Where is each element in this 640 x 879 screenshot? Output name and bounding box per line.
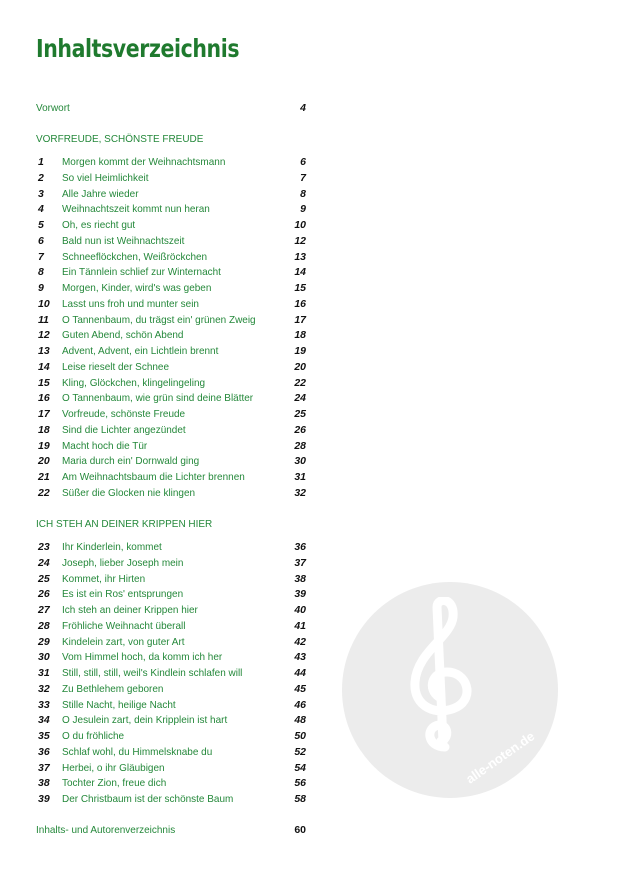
toc-entry: [36, 234, 306, 250]
entry-title: Advent, Advent, ein Lichtlein brennt: [62, 345, 219, 357]
toc-entry: [36, 682, 306, 698]
entry-title: Schneeflöckchen, Weißröckchen: [62, 250, 208, 263]
entry-page: 12: [294, 234, 306, 247]
entry-page: 10: [294, 219, 306, 231]
entry-number: 10: [38, 297, 50, 310]
entry-number: 23: [38, 541, 50, 553]
entry-title: Macht hoch die Tür: [62, 439, 148, 452]
entry-title: Vorfreude, schönste Freude: [62, 408, 186, 420]
toc-entry: [36, 776, 306, 792]
entry-title: Bald nun ist Weihnachtszeit: [62, 234, 185, 247]
entry-title: Morgen kommt der Weihnachtsmann: [62, 156, 226, 168]
entry-title: Kindelein zart, von guter Art: [62, 635, 185, 648]
section-heading: ICH STEH AN DEINER KRIPPEN HIER: [36, 518, 213, 530]
page-title: Inhaltsverzeichnis: [36, 34, 240, 63]
section-list: [36, 155, 306, 502]
entry-number: 12: [38, 329, 50, 342]
entry-title: O Tannenbaum, du trägst ein' grünen Zweig: [62, 313, 256, 326]
entry-title: Es ist ein Ros' entsprungen: [62, 588, 184, 601]
entry-title: Herbei, o ihr Gläubigen: [62, 761, 165, 774]
entry-number: 25: [38, 572, 50, 585]
entry-page: 16: [294, 297, 306, 310]
entry-title: Guten Abend, schön Abend: [62, 329, 184, 342]
entry-title: Sind die Lichter angezündet: [62, 423, 186, 436]
entry-title: Schlaf wohl, du Himmelsknabe du: [62, 745, 213, 758]
entry-title: Alle Jahre wieder: [62, 187, 139, 200]
entry-page: 18: [294, 329, 306, 342]
entry-page: 36: [294, 541, 306, 553]
entry-title: Der Christbaum ist der schönste Baum: [62, 793, 234, 805]
entry-number: 6: [38, 234, 44, 247]
entry-title: Maria durch ein' Dornwald ging: [62, 455, 200, 468]
entry-number: 29: [38, 635, 50, 648]
entry-number: 3: [38, 187, 44, 200]
entry-number: 2: [38, 171, 44, 184]
toc-entry: [36, 635, 306, 651]
entry-title: O Tannenbaum, wie grün sind deine Blätter: [62, 392, 254, 405]
entry-title: Ich steh an deiner Krippen hier: [62, 604, 198, 616]
toc-entry: [36, 745, 306, 761]
entry-title: Morgen, Kinder, wird's was geben: [62, 282, 212, 294]
toc-entry: [36, 328, 306, 344]
entry-title: O du fröhliche: [62, 730, 125, 742]
treble-clef-icon: [397, 597, 487, 757]
toc-entry: [36, 556, 306, 572]
toc-entry: [36, 729, 306, 745]
entry-number: 18: [38, 423, 50, 436]
entry-title: Süßer die Glocken nie klingen: [62, 486, 196, 499]
entry-page: 8: [300, 187, 306, 200]
toc-entry: [36, 218, 306, 234]
entry-number: 9: [38, 282, 44, 294]
toc-entry: [36, 650, 306, 666]
entry-number: 31: [38, 667, 50, 679]
entry-page: 22: [294, 376, 306, 389]
entry-page: 45: [294, 682, 306, 695]
toc-entry: [36, 713, 306, 729]
entry-number: 28: [38, 619, 50, 632]
toc-entry: [36, 187, 306, 203]
entry-number: 34: [38, 714, 50, 727]
watermark-text: alle-noten.de: [462, 728, 538, 787]
entry-page: 9: [300, 203, 306, 216]
entry-page: 44: [294, 667, 306, 679]
entry-number: 8: [38, 266, 44, 279]
entry-number: 7: [38, 250, 44, 263]
section-list: [36, 540, 306, 808]
entry-number: 22: [38, 486, 50, 499]
index-entry: [36, 822, 306, 838]
entry-page: 52: [294, 745, 306, 758]
entry-title: Weihnachtszeit kommt nun heran: [62, 203, 210, 216]
entry-title: Ein Tännlein schlief zur Winternacht: [62, 266, 221, 279]
entry-title: Tochter Zion, freue dich: [62, 777, 167, 790]
entry-page: 40: [294, 604, 306, 616]
toc-entry: [36, 344, 306, 360]
toc-entry: [36, 391, 306, 407]
entry-page: 43: [294, 651, 306, 664]
toc-entry: [36, 486, 306, 502]
entry-title: Vom Himmel hoch, da komm ich her: [62, 651, 223, 664]
entry-page: 15: [294, 282, 306, 294]
toc-entry: [36, 423, 306, 439]
entry-number: 32: [38, 682, 50, 695]
entry-page: 13: [294, 250, 306, 263]
entry-title: Lasst uns froh und munter sein: [62, 297, 199, 310]
entry-page: 46: [294, 698, 306, 711]
entry-title: Fröhliche Weihnacht überall: [62, 619, 186, 632]
entry-number: 16: [38, 392, 50, 405]
toc-entry: [36, 454, 306, 470]
entry-page: 54: [294, 761, 306, 774]
toc-entry: [36, 540, 306, 556]
entry-title: Leise rieselt der Schnee: [62, 360, 170, 373]
toc-entry: [36, 313, 306, 329]
entry-title: Oh, es riecht gut: [62, 219, 136, 231]
entry-title: Joseph, lieber Joseph mein: [62, 556, 184, 569]
entry-page: 24: [294, 392, 306, 405]
entry-number: 38: [38, 777, 50, 790]
entry-title: Kommet, ihr Hirten: [62, 572, 146, 585]
entry-page: 56: [294, 777, 306, 790]
entry-page: 48: [294, 714, 306, 727]
entry-title: Ihr Kinderlein, kommet: [62, 541, 162, 553]
entry-page: 38: [294, 572, 306, 585]
entry-number: 15: [38, 376, 50, 389]
entry-number: 37: [38, 761, 50, 774]
toc-entry: [36, 265, 306, 281]
index-label: Inhalts- und Autorenverzeichnis: [36, 824, 176, 836]
toc-entry: [36, 792, 306, 808]
entry-number: 30: [38, 651, 50, 664]
entry-number: 21: [38, 471, 50, 483]
toc-entry: [36, 572, 306, 588]
toc-entry: [36, 470, 306, 486]
toc-entry: [36, 376, 306, 392]
entry-number: 20: [38, 455, 50, 468]
entry-page: 7: [300, 171, 306, 184]
entry-page: 50: [294, 730, 306, 742]
entry-page: 41: [294, 619, 306, 632]
entry-number: 13: [38, 345, 50, 357]
entry-number: 1: [38, 156, 44, 168]
preface-label: Vorwort: [36, 102, 70, 114]
preface-page: 4: [300, 102, 306, 114]
toc-entry: [36, 297, 306, 313]
entry-title: So viel Heimlichkeit: [62, 171, 149, 184]
entry-page: 30: [294, 455, 306, 468]
toc-entry: [36, 761, 306, 777]
toc-entry: [36, 407, 306, 423]
entry-number: 35: [38, 730, 50, 742]
entry-number: 14: [38, 360, 50, 373]
entry-number: 36: [38, 745, 50, 758]
entry-page: 17: [294, 313, 306, 326]
entry-page: 42: [294, 635, 306, 648]
toc-entry: [36, 281, 306, 297]
entry-title: Am Weihnachtsbaum die Lichter brennen: [62, 471, 245, 483]
entry-number: 24: [38, 556, 50, 569]
entry-title: O Jesulein zart, dein Kripplein ist hart: [62, 714, 228, 727]
watermark: [342, 582, 558, 798]
entry-number: 26: [38, 588, 50, 601]
entry-title: Kling, Glöckchen, klingelingeling: [62, 376, 206, 389]
toc-entry: [36, 202, 306, 218]
entry-page: 6: [300, 156, 306, 168]
toc-entry: [36, 619, 306, 635]
toc-entry: [36, 666, 306, 682]
entry-number: 39: [38, 793, 50, 805]
entry-number: 27: [38, 604, 50, 616]
toc-entry: [36, 587, 306, 603]
entry-page: 39: [294, 588, 306, 601]
entry-page: 20: [294, 360, 306, 373]
entry-page: 19: [294, 345, 306, 357]
section-heading: VORFREUDE, SCHÖNSTE FREUDE: [36, 133, 204, 145]
entry-title: Still, still, still, weil's Kindlein schlafen will: [62, 667, 243, 679]
entry-page: 58: [294, 793, 306, 805]
entry-page: 25: [294, 408, 306, 420]
toc-entry: [36, 360, 306, 376]
entry-page: 31: [294, 471, 306, 483]
entry-number: 11: [38, 313, 49, 326]
entry-page: 28: [294, 439, 306, 452]
entry-number: 19: [38, 439, 50, 452]
toc-entry: [36, 250, 306, 266]
entry-number: 17: [38, 408, 50, 420]
toc-entry: [36, 698, 306, 714]
entry-page: 37: [294, 556, 306, 569]
entry-page: 26: [294, 423, 306, 436]
entry-number: 33: [38, 698, 50, 711]
toc-entry: [36, 439, 306, 455]
toc-entry: [36, 603, 306, 619]
entry-title: Zu Bethlehem geboren: [62, 682, 164, 695]
entry-page: 14: [294, 266, 306, 279]
entry-page: 32: [294, 486, 306, 499]
preface-entry: [36, 100, 306, 116]
toc-entry: [36, 155, 306, 171]
entry-title: Stille Nacht, heilige Nacht: [62, 698, 176, 711]
entry-number: 5: [38, 219, 44, 231]
toc-entry: [36, 171, 306, 187]
index-page: 60: [294, 824, 306, 836]
entry-number: 4: [38, 203, 44, 216]
